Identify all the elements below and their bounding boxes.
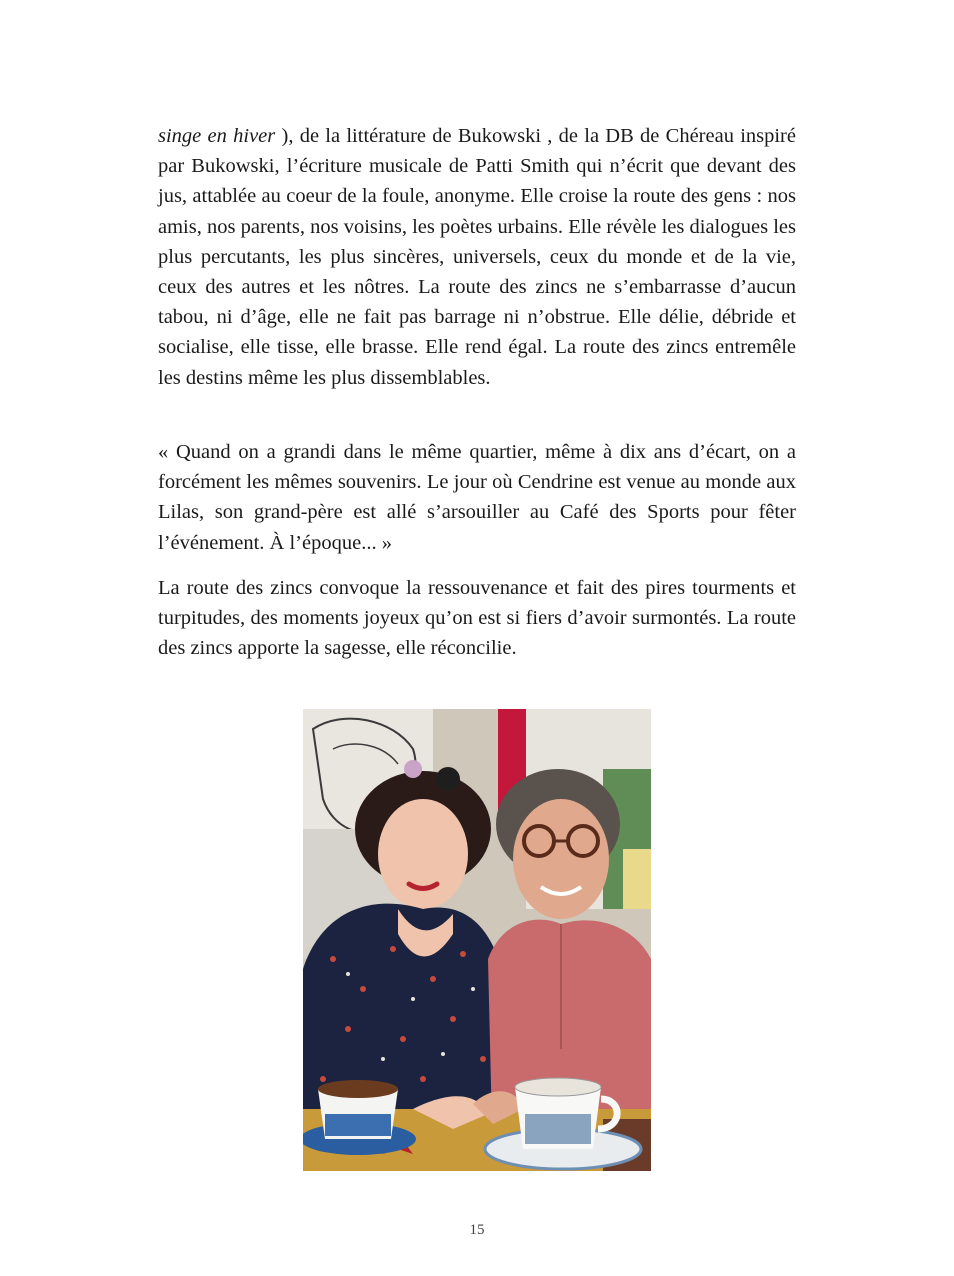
page-number: 15 bbox=[469, 1222, 485, 1238]
paragraph-2-quote: « Quand on a grandi dans le même quartier, même à dix ans d’écart, on a forcément les mêmes souvenirs. Le jour où Cendrine est venue au monde aux Lilas, son grand-père est allé s’arsouiller au Café des Sports pour fêter l’événement. À l’époque... » bbox=[158, 441, 796, 554]
cafe-photo bbox=[303, 709, 651, 1171]
italic-title: singe en hiver bbox=[158, 125, 276, 147]
paragraph-1-text: ), de la littérature de Bukowski , de la DB de Chéreau inspiré par Bukowski, l’écriture musicale de Patti Smith qui n’écrit que devant des jus, attablée au coeur de la foule, anonyme. Elle croise la route des gens : nos amis, nos parents, nos voisins, les poètes urbains. Elle révèle les dialogues les plus percutants, les plus sincères, universels, ceux du monde et de la vie, ceux des autres et les nôtres. La route des zincs ne s’embarrasse d’aucun tabou, ni d’âge, elle ne fait pas barrage ni n’obstrue. Elle délie, débride et socialise, elle tisse, elle brasse. Elle rend égal. La route des zincs entremêle les destins même les plus dissemblables. bbox=[158, 125, 796, 389]
paragraph-1 bbox=[158, 121, 796, 393]
paragraph-3: La route des zincs convoque la ressouvenance et fait des pires tourments et turpitudes, des moments joyeux qu’on est si fiers d’avoir surmontés. La route des zincs apporte la sagesse, elle réconcilie. bbox=[158, 577, 796, 660]
